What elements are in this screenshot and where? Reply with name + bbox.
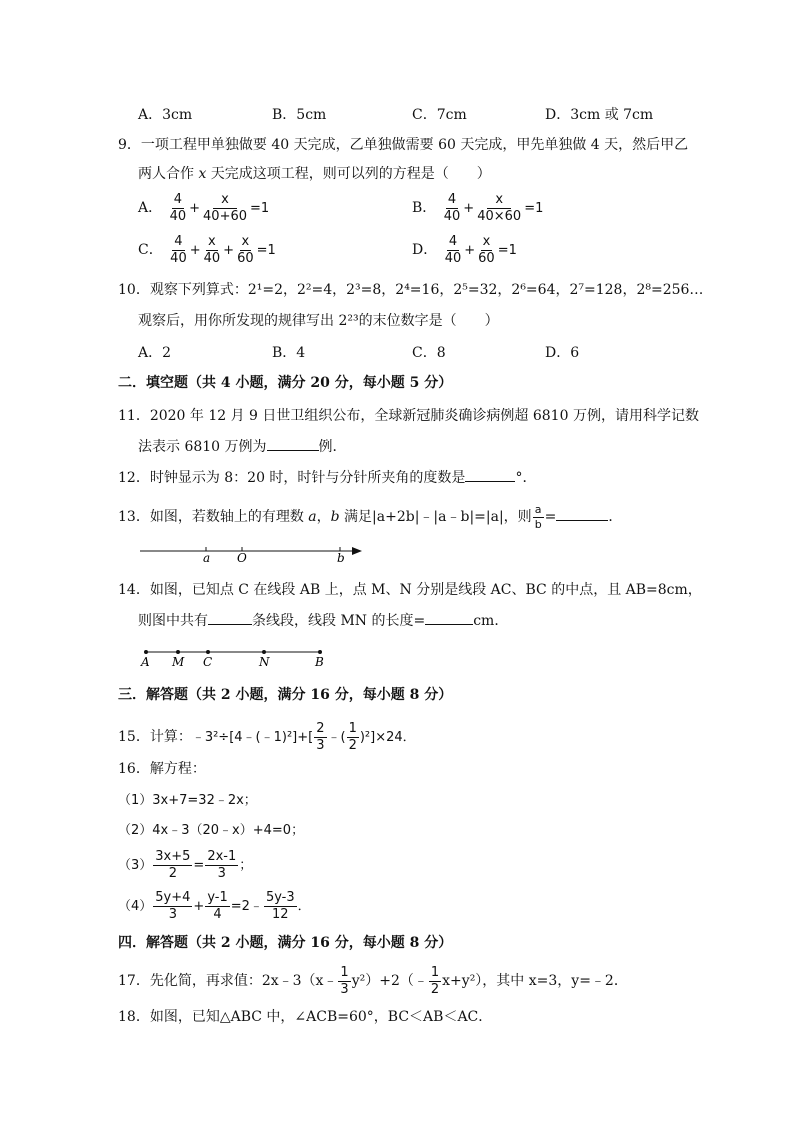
q17-frac1: $\frac{1}{3}$ [340,965,349,997]
arrow-right-icon [352,547,362,555]
q8-option-d: D．3cm 或 7cm [545,107,654,123]
q17-line: 17．先化简，再求值：2x﹣3（x﹣ $\frac{1}{3}$ y²）+2（﹣ $\frac{1}{2}$ x+y²），其中 x=3，y=﹣2． [118,965,628,997]
q16-p4-frac1: $\frac{5y+4}{3}$ [155,890,191,922]
point-a [144,650,148,654]
label-a: A [141,655,150,669]
q9-option-d: D． $\frac{4}{40}$ + $\frac{x}{60}$ =1 [412,234,517,266]
point-n [262,650,266,654]
point-m [176,650,180,654]
q10-option-b: B．4 [272,345,306,361]
q18-line: 18．如图，已知△ABC 中，∠ACB=60°，BC＜AB＜AC． [118,1009,493,1025]
label-c: C [203,655,213,669]
q9-line2-pre: 两人合作 [138,166,199,182]
label-n: N [259,655,270,669]
section-3-title: 三．解答题（共 2 小题，满分 16 分，每小题 8 分） [118,687,453,703]
q13-frac: $\frac{a}{b}$ [534,503,542,531]
q9-a-label: A． [138,200,163,217]
q9-b-label: B． [412,200,437,217]
q16-p3-frac1: $\frac{3x+5}{2}$ [155,849,191,881]
point-c [206,650,210,654]
point-b [318,650,322,654]
q16-part2: （2）4x﹣3（20﹣x）+4=0； [118,823,305,838]
q9-line2-post: 天完成这项工程，则可以列的方程是（ ） [206,166,491,182]
q10-option-a: A．2 [138,345,172,361]
q9-d-label: D． [412,242,438,259]
q16-part3: （3） $\frac{3x+5}{2}$ = $\frac{2x-1}{3}$ ； [118,849,253,881]
q16-part1: （1）3x+7=32﹣2x； [118,793,257,808]
section-4-title: 四．解答题（共 2 小题，满分 16 分，每小题 8 分） [118,935,453,951]
q11-line1: 11．2020 年 12 月 9 日世卫组织公布，全球新冠肺炎确诊病例超 6810 万例，请用科学记数 [118,408,699,424]
q12-answer-blank[interactable] [465,481,515,482]
q13-number-line [138,540,368,566]
q14-segment-figure [138,645,338,671]
q17-frac2: $\frac{1}{2}$ [430,965,440,997]
q9-c-frac3: $\frac{x}{60}$ [237,234,254,266]
q16-part4: （4） $\frac{5y+4}{3}$ + $\frac{y-1}{4}$ =2﹣ $\frac{5y-3}{12}$ ． [118,890,311,922]
axis-label-b: b [337,551,345,565]
axis-label-a: a [203,551,211,565]
q9-line2 [138,167,491,181]
q16-p3-frac2: $\frac{2x-1}{3}$ [207,849,237,881]
q14-blank-count[interactable] [208,624,252,625]
q9-option-a: A． $\frac{4}{40}$ + $\frac{x}{40+60}$ =1 [138,192,270,224]
axis-label-origin: O [237,551,247,565]
q8-option-c: C．7cm [412,107,467,123]
q15-frac2: $\frac{1}{2}$ [348,721,357,753]
q16-title: 16．解方程： [118,761,206,777]
q14-blank-length[interactable] [425,624,473,625]
section-2-title: 二．填空题（共 4 小题，满分 20 分，每小题 5 分） [118,375,453,391]
q9-c-frac1: $\frac{4}{40}$ [170,234,187,266]
q13-answer-blank[interactable] [556,520,608,521]
q11-line2: 法表示 6810 万例为 例． [138,439,347,455]
q9-a-frac1: $\frac{4}{40}$ [169,192,187,224]
q11-answer-blank[interactable] [267,450,319,451]
q10-line2: 观察后，用你所发现的规律写出 2²³的末位数字是（ ） [138,313,499,329]
q10-line1: 10．观察下列算式：2¹=2，2²=4，2³=8，2⁴=16，2⁵=32，2⁶=64，2⁷=128，2⁸=256… [118,282,704,298]
q9-option-b: B． $\frac{4}{40}$ + $\frac{x}{40\times 60}$ =1 [412,192,544,224]
q8-option-a: A．3cm [138,107,193,123]
q13-line: 13．如图，若数轴上的有理数 a，b 满足|a+2b|﹣|a﹣b|=|a|，则 $\frac{a}{b}$ = ． [118,503,623,531]
q12-line: 12．时钟显示为 8：20 时，时针与分针所夹角的度数是 °． [118,470,537,486]
q14-line1: 14．如图，已知点 C 在线段 AB 上，点 M、N 分别是线段 AC、BC 的中点，且 AB=8cm， [118,582,702,598]
q14-line2: 则图中共有 条线段，线段 MN 的长度= cm． [138,613,509,629]
q9-c-label: C． [138,242,163,259]
q10-option-d: D．6 [545,345,580,361]
q9-b-frac2: $\frac{x}{40\times 60}$ [477,192,522,224]
q10-option-c: C．8 [412,345,446,361]
q9-d-frac2: $\frac{x}{60}$ [478,234,495,266]
q9-line1: 9．一项工程甲单独做要 40 天完成，乙单独做需要 60 天完成，甲先单独做 4 天，然后甲乙 [118,137,689,153]
label-m: M [172,655,185,669]
q16-p4-frac3: $\frac{5y-3}{12}$ [265,890,295,922]
q15-line: 15．计算：﹣3²÷[4﹣(﹣1)²]+[ $\frac{2}{3}$ ﹣( $\frac{1}{2}$ )²]×24． [118,721,416,753]
q8-option-b: B．5cm [272,107,327,123]
q16-p4-frac2: $\frac{y-1}{4}$ [207,890,228,922]
label-b: B [315,655,324,669]
q9-d-frac1: $\frac{4}{40}$ [444,234,462,266]
q9-b-frac1: $\frac{4}{40}$ [443,192,461,224]
q9-option-c: C． $\frac{4}{40}$ + $\frac{x}{40}$ + $\frac{x}{60}$ =1 [138,234,276,266]
q9-c-frac2: $\frac{x}{40}$ [203,234,221,266]
q15-frac1: $\frac{2}{3}$ [316,721,325,753]
q9-var-x: x [198,166,207,182]
q9-a-frac2: $\frac{x}{40+60}$ [203,192,248,224]
